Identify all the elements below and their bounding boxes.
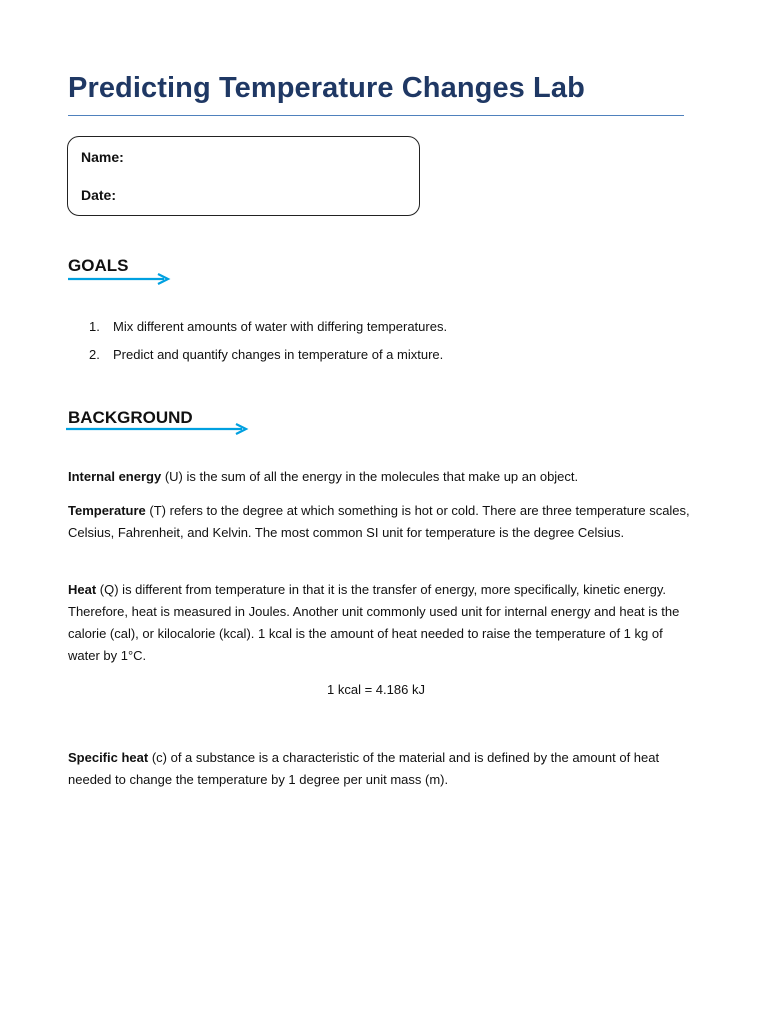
specific-heat-text: (c) of a substance is a characteristic of the material and is defined by the amount of heat needed to change the temperature by 1 degree per unit mass (m). [68,750,660,787]
list-item [68,345,688,373]
background-heading: BACKGROUND [68,408,193,427]
arrow-right-icon [66,272,174,286]
name-label: Name: [81,149,124,165]
list-item-text: Mix different amounts of water with differing temperatures. [113,319,448,334]
arrow-right-icon [66,422,252,436]
page-title: Predicting Temperature Changes Lab [68,72,585,104]
internal-energy-text: (U) is the sum of all the energy in the molecules that make up an object. [161,469,579,484]
temperature-paragraph [68,500,692,544]
temperature-text: (T) refers to the degree at which something is hot or cold. There are three temperature scales, Celsius, Fahrenheit, and Kelvin. The most common SI unit for temperature is the degree Celsius. [68,503,690,540]
heat-paragraph [68,579,692,667]
heat-term: Heat [68,582,97,597]
list-item-number: 1. [89,319,100,334]
list-item [68,317,688,345]
specific-heat-paragraph [68,747,692,791]
student-info-box [67,136,420,216]
internal-energy-paragraph [68,466,692,488]
temperature-term: Temperature [68,503,146,518]
list-item-number: 2. [89,347,100,362]
internal-energy-term: Internal energy [68,469,162,484]
specific-heat-term: Specific heat [68,750,149,765]
goals-heading: GOALS [68,256,129,275]
date-label: Date: [81,187,117,203]
goals-list [68,317,688,373]
kcal-equation: 1 kcal = 4.186 kJ [327,682,425,697]
heat-text: (Q) is different from temperature in that it is the transfer of energy, more specifically, kinetic energy. Therefore, heat is measured in Joules. Another unit commonly used unit for internal energy and heat is the calorie (cal), or kilocalorie (kcal). 1 kcal is the amount of heat needed to raise the temperature of 1 kg of water by 1°C. [68,582,680,663]
list-item-text: Predict and quantify changes in temperature of a mixture. [113,347,444,362]
title-underline [68,115,684,116]
